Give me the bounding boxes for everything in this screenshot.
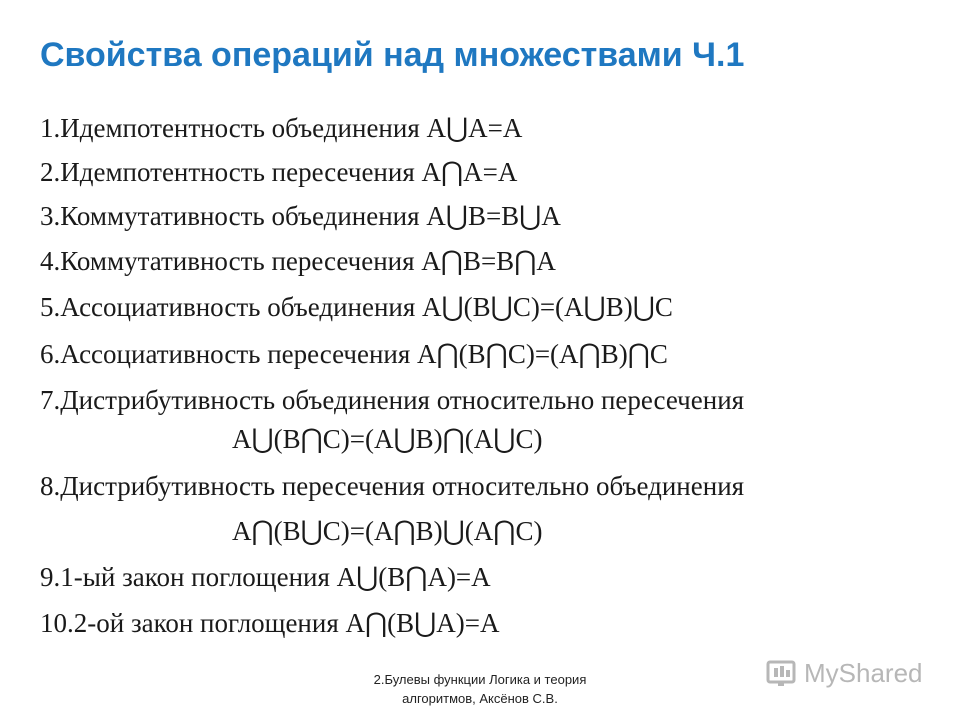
- property-9: 9.1-ый закон поглощения А⋃(В⋂А)=А: [40, 562, 491, 592]
- myshared-logo-icon: [766, 658, 800, 688]
- property-1: 1.Идемпотентность объединения А⋃А=А: [40, 113, 523, 143]
- footer-line-2: алгоритмов, Аксёнов С.В.: [402, 691, 558, 706]
- property-7: 7.Дистрибутивность объединения относительно пересечения: [40, 385, 745, 415]
- slide-title: Свойства операций над множествами Ч.1: [40, 36, 745, 74]
- property-8: 8.Дистрибутивность пересечения относительно объединения: [40, 471, 745, 501]
- footer-line-1: 2.Булевы функции Логика и теория: [373, 672, 587, 687]
- property-10: 10.2-ой закон поглощения А⋂(В⋃А)=А: [40, 608, 500, 638]
- property-6: 6.Ассоциативность пересечения А⋂(В⋂С)=(А⋂В)⋂С: [40, 339, 668, 369]
- slide-footer: [330, 670, 630, 708]
- watermark: [766, 656, 923, 690]
- property-4: 4.Коммутативность пересечения А⋂В=В⋂А: [40, 246, 556, 276]
- property-5: 5.Ассоциативность объединения А⋃(В⋃С)=(А⋃В)⋃С: [40, 292, 673, 322]
- property-8-formula: А⋂(В⋃С)=(А⋂В)⋃(А⋂С): [232, 516, 543, 546]
- watermark-text: MyShared: [804, 657, 923, 688]
- property-7-formula: А⋃(В⋂С)=(А⋃В)⋂(А⋃С): [232, 424, 543, 454]
- property-3: 3.Коммутативность объединения А⋃В=В⋃А: [40, 201, 561, 231]
- property-2: 2.Идемпотентность пересечения А⋂А=А: [40, 157, 518, 187]
